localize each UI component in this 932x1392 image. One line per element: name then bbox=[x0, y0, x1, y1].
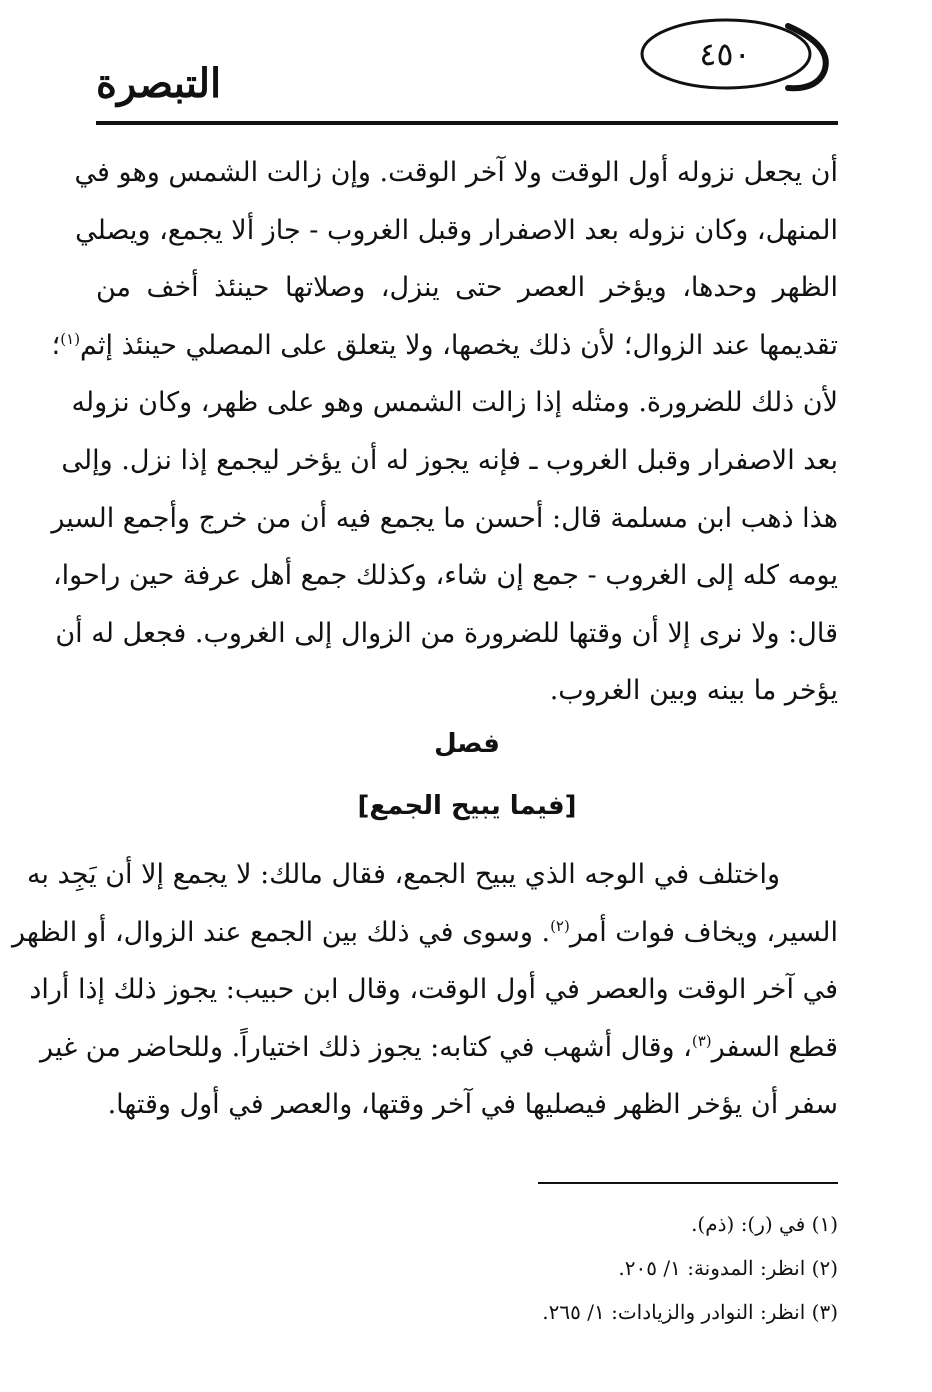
text-line: المنهل، وكان نزوله بعد الاصفرار وقبل الغروب - جاز ألا يجمع، ويصلي bbox=[75, 214, 838, 246]
text-segment: السير، ويخاف فوات أمر bbox=[569, 916, 838, 948]
text-segment: ، وقال أشهب في كتابه: يجوز ذلك اختياراً. وللحاضر من غير bbox=[40, 1031, 692, 1063]
footnote-marker: (١) bbox=[60, 329, 81, 348]
text-line: الظهر وحدها، ويؤخر العصر حتى ينزل، وصلاتها حينئذ أخف من bbox=[96, 272, 838, 304]
text-segment: قطع السفر bbox=[711, 1031, 838, 1063]
footnote: (٣) انظر: النوادر والزيادات: ١/ ٢٦٥. bbox=[542, 1300, 838, 1324]
text-line: سفر أن يؤخر الظهر فيصليها في آخر وقتها، والعصر في أول وقتها. bbox=[107, 1089, 838, 1121]
text-line: يومه كله إلى الغروب - جمع إن شاء، وكذلك جمع أهل عرفة حين راحوا، bbox=[52, 560, 838, 592]
text-segment: . وسوى في ذلك بين الجمع عند الزوال، أو الظهر bbox=[12, 916, 551, 948]
text-line: يؤخر ما بينه وبين الغروب. bbox=[549, 675, 838, 707]
header-rule bbox=[96, 121, 838, 125]
page-number: ٤٥٠ bbox=[699, 35, 751, 73]
section-subheading: [فيما يبيح الجمع] bbox=[357, 791, 577, 821]
book-title: التبصرة bbox=[96, 60, 222, 107]
paragraph-1 bbox=[51, 144, 838, 720]
text-line-with-note bbox=[40, 1019, 838, 1077]
text-line: هذا ذهب ابن مسلمة قال: أحسن ما يجمع فيه أن من خرج وأجمع السير bbox=[51, 502, 838, 534]
text-line: أن يجعل نزوله أول الوقت ولا آخر الوقت. وإن زالت الشمس وهو في bbox=[74, 157, 838, 188]
text-segment: ؛ bbox=[51, 329, 61, 361]
text-line: لأن ذلك للضرورة. ومثله إذا زالت الشمس وهو على ظهر، وكان نزوله bbox=[71, 387, 838, 419]
footnote-marker: (٢) bbox=[550, 916, 570, 935]
text-line: واختلف في الوجه الذي يبيح الجمع، فقال مالك: لا يجمع إلا أن يَجِد به bbox=[26, 859, 780, 890]
text-line: في آخر الوقت والعصر في أول الوقت، وقال ابن حبيب: يجوز ذلك إذا أراد bbox=[29, 974, 838, 1006]
text-line-with-note bbox=[51, 317, 838, 375]
text-line: قال: ولا نرى إلا أن وقتها للضرورة من الزوال إلى الغروب. فجعل له أن bbox=[55, 617, 838, 649]
section-heading: فصل bbox=[434, 729, 500, 759]
page-number-badge bbox=[638, 16, 838, 100]
footnotes bbox=[96, 1202, 838, 1334]
text-line-with-note bbox=[12, 904, 838, 962]
footnote: (٢) انظر: المدونة: ١/ ٢٠٥. bbox=[618, 1256, 838, 1280]
text-line: بعد الاصفرار وقبل الغروب ـ فإنه يجوز له أن يؤخر ليجمع إذا نزل. وإلى bbox=[61, 444, 838, 476]
paragraph-2 bbox=[12, 846, 838, 1134]
footnote-rule bbox=[538, 1182, 838, 1184]
footnote: (١) في (ر): (ذم). bbox=[691, 1212, 838, 1236]
footnote-marker: (٣) bbox=[691, 1031, 712, 1050]
text-segment: تقديمها عند الزوال؛ لأن ذلك يخصها، ولا يتعلق على المصلي حينئذ إثم bbox=[80, 329, 838, 361]
